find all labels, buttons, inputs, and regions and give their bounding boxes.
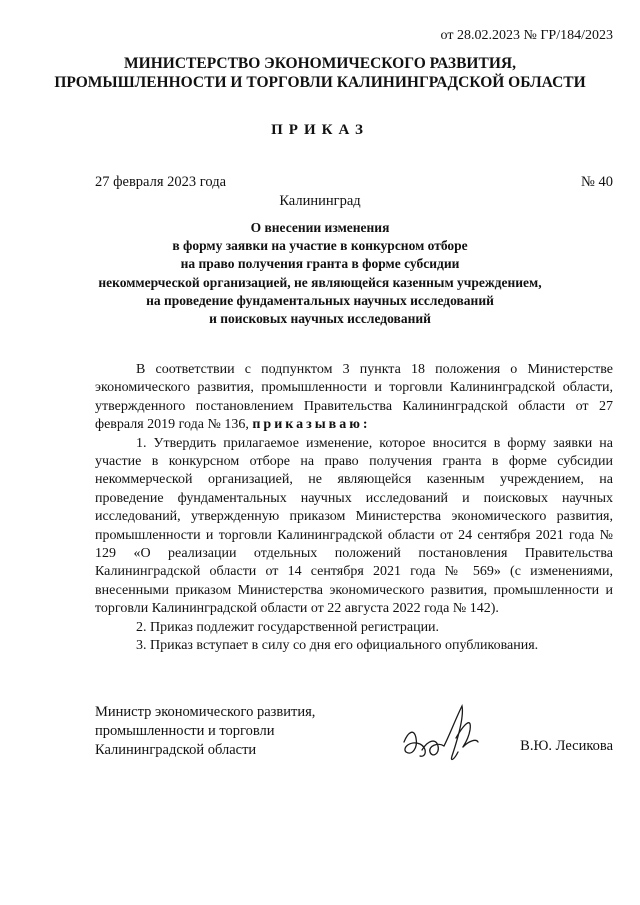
order-city: Калининград bbox=[279, 193, 361, 209]
preamble-text: В соответствии с подпунктом 3 пункта 18 положения о Министерстве экономического развития, промышленности и торговли Калининградской области, утвержденного постановлением Правительства Калининградской области от 27 февраля 2019 года № 136, bbox=[95, 362, 613, 433]
registration-number: от 28.02.2023 № ГР/184/2023 bbox=[440, 28, 613, 43]
ministry-line: МИНИСТЕРСТВО ЭКОНОМИЧЕСКОГО РАЗВИТИЯ, bbox=[124, 55, 516, 72]
signer-name: В.Ю. Лесикова bbox=[520, 738, 613, 754]
document-type: ПРИКАЗ bbox=[271, 122, 369, 138]
order-date: 27 февраля 2023 года bbox=[95, 174, 227, 190]
order-body bbox=[95, 361, 613, 656]
subject-line: на проведение фундаментальных научных исследований bbox=[146, 292, 494, 308]
signer-title-line: Министр экономического развития, bbox=[95, 704, 316, 720]
ministry-line: ПРОМЫШЛЕННОСТИ И ТОРГОВЛИ КАЛИНИНГРАДСКОЙ ОБЛАСТИ bbox=[54, 74, 586, 91]
order-subject bbox=[0, 219, 640, 328]
order-number: № 40 bbox=[581, 174, 613, 190]
subject-line: О внесении изменения bbox=[250, 220, 390, 235]
subject-line: и поисковых научных исследований bbox=[209, 311, 431, 327]
order-word: приказываю: bbox=[252, 417, 371, 433]
signer-title-line: Калининградской области bbox=[95, 742, 257, 758]
signer-title-line: промышленности и торговли bbox=[95, 723, 275, 739]
signer-title bbox=[95, 703, 315, 760]
order-item: 1. Утвердить прилагаемое изменение, которое вносится в форму заявки на участие в конкурсном отборе на право получения гранта в форме субсидии некоммерческой организацией, не являющейся казенным учреждением, на проведение фундаментальных научных исследований и поисковых научных исследований, утвержденную приказом Министерства экономического развития, промышленности и торговли Калининградской области от 24 сентября 2021 года № 129 «О реализации отдельных положений постановления Правительства Калининградской области от 14 сентября 2021 года № 569» (с изменениями, внесенными приказом Министерства экономического развития, промышленности и торговли Калининградской области от 22 августа 2022 года № 142). bbox=[95, 435, 613, 617]
order-item: 3. Приказ вступает в силу со дня его официального опубликования. bbox=[136, 638, 539, 654]
subject-line: в форму заявки на участие в конкурсном отборе bbox=[172, 238, 468, 254]
ministry-header bbox=[0, 54, 640, 92]
preamble-paragraph bbox=[95, 361, 613, 435]
subject-line: некоммерческой организацией, не являющейся казенным учреждением, bbox=[98, 274, 542, 290]
subject-line: на право получения гранта в форме субсидии bbox=[180, 256, 460, 272]
order-item: 2. Приказ подлежит государственной регистрации. bbox=[136, 619, 440, 635]
handwritten-signature bbox=[392, 694, 492, 769]
